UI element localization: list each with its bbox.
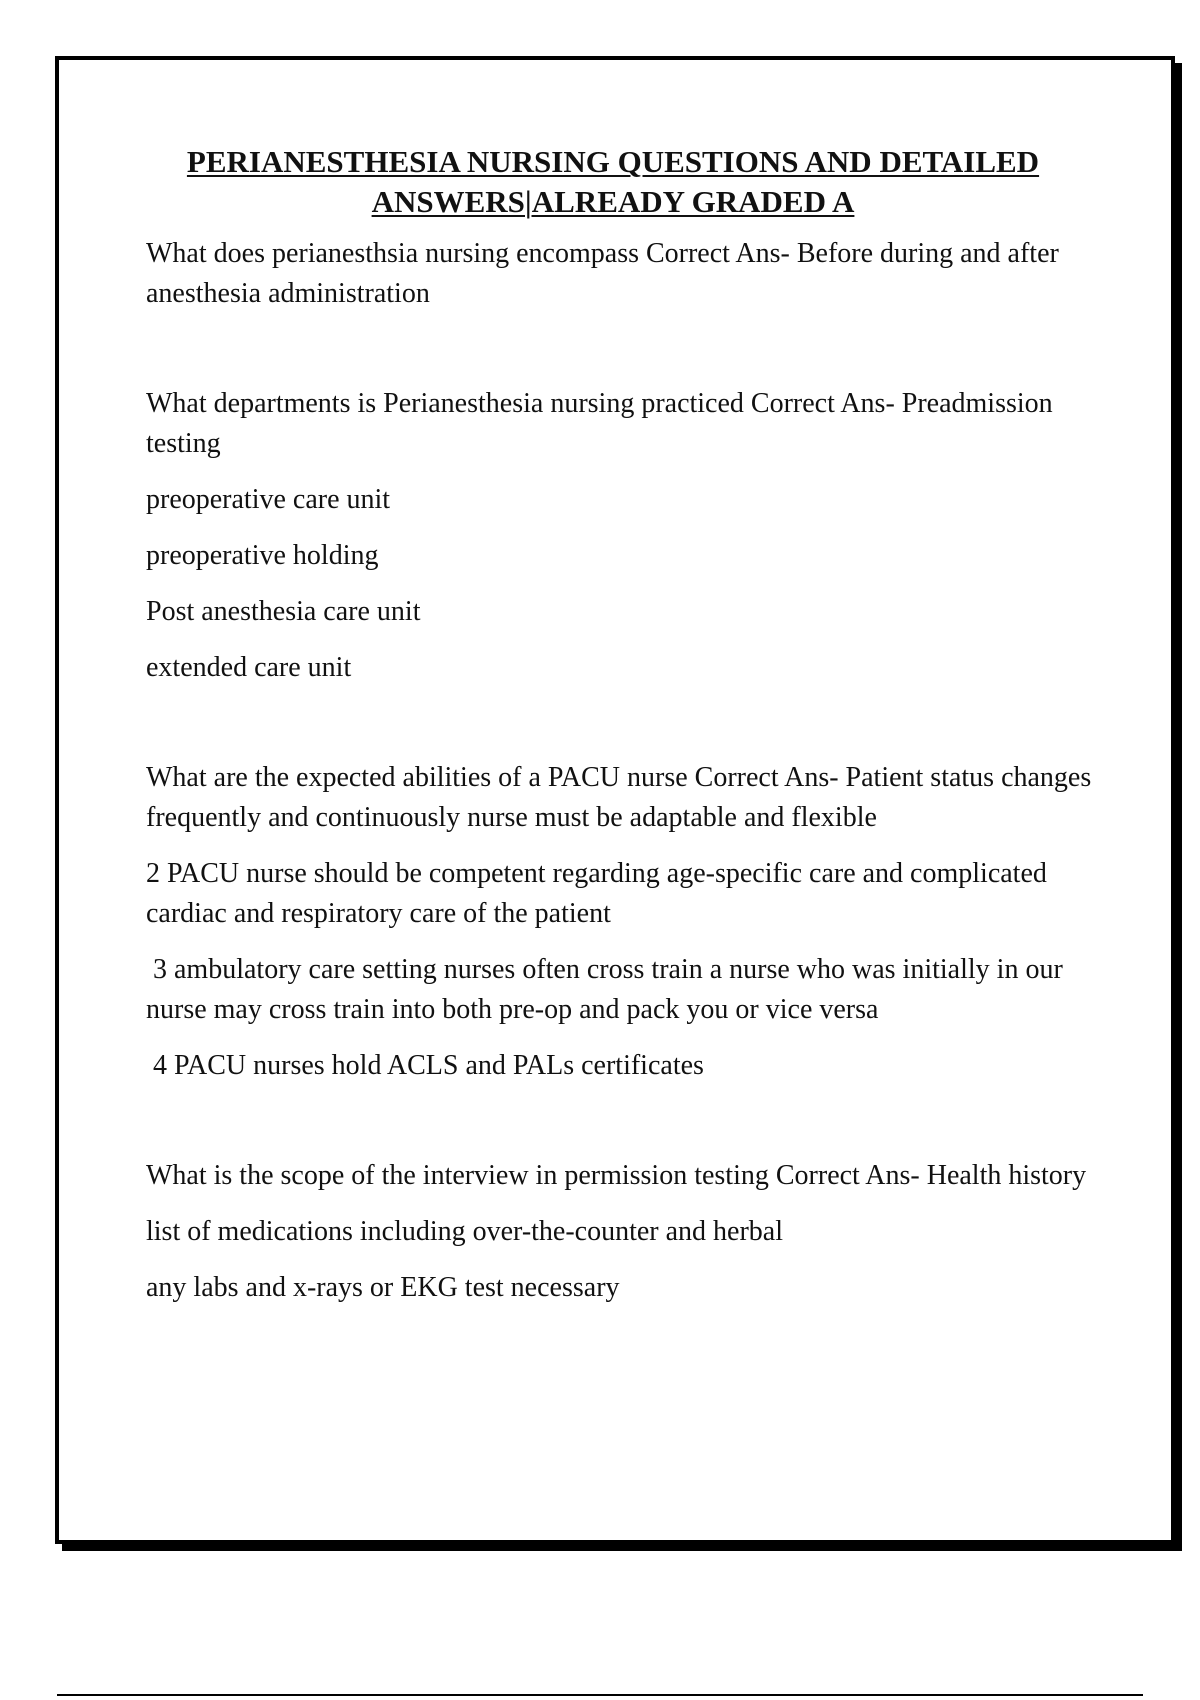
- question-answer-text: What are the expected abilities of a PACU nurse Correct Ans- Patient status changes frequently and continuously nurse must be adaptable and flexible: [146, 762, 1099, 833]
- footer-rule: [57, 1694, 1143, 1696]
- title-line-2: ANSWERS|ALREADY GRADED A: [371, 184, 855, 219]
- qa-item-1: [146, 234, 1096, 314]
- title-line-1: PERIANESTHESIA NURSING QUESTIONS AND DETAILED: [186, 144, 1040, 179]
- answer-line: preoperative care unit: [146, 484, 391, 515]
- spacer: [146, 1102, 1096, 1156]
- qa-item-4: [146, 1156, 1096, 1308]
- answer-line: 3 ambulatory care setting nurses often cross train a nurse who was initially in our nurse may cross train into both pre-op and pack you or vice versa: [146, 954, 1070, 1025]
- spacer: [146, 704, 1096, 758]
- answer-line: any labs and x-rays or EKG test necessary: [146, 1272, 620, 1303]
- document-body: [146, 142, 1099, 1324]
- question-answer-text: What does perianesthsia nursing encompass Correct Ans- Before during and after anesthesia administration: [146, 238, 1066, 309]
- document-title: [138, 142, 1088, 222]
- answer-line: 2 PACU nurse should be competent regarding age-specific care and complicated cardiac and respiratory care of the patient: [146, 858, 1054, 929]
- spacer: [146, 330, 1096, 384]
- answer-line: 4 PACU nurses hold ACLS and PALs certificates: [146, 1050, 704, 1081]
- question-answer-text: What is the scope of the interview in permission testing Correct Ans- Health history: [146, 1160, 1087, 1191]
- answer-line: Post anesthesia care unit: [146, 596, 421, 627]
- question-answer-text: What departments is Perianesthesia nursing practiced Correct Ans- Preadmission testing: [146, 388, 1060, 459]
- answer-line: extended care unit: [146, 652, 352, 683]
- qa-item-2: [146, 384, 1096, 688]
- answer-line: preoperative holding: [146, 540, 379, 571]
- qa-item-3: [146, 758, 1099, 1086]
- answer-line: list of medications including over-the-counter and herbal: [146, 1216, 784, 1247]
